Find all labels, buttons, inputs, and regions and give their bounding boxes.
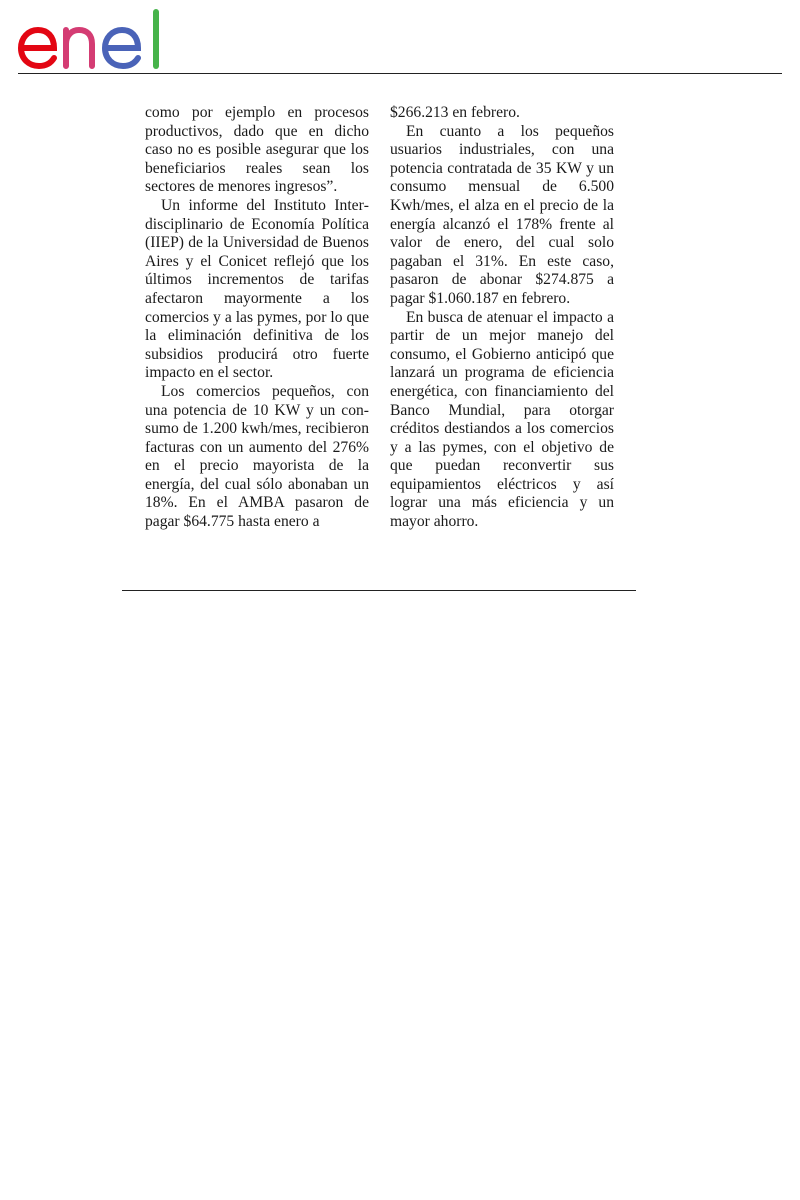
paragraph-3: Los comercios pequeños, con una potencia de 10 KW y un consumo de 1.200 kwh/mes, recibieron facturas con un aumento del 276% en el precio mayorista de la energía, del cual sólo abonaban un 18%. En el AMBA pasaron de pagar $64.775 hasta enero a bbox=[145, 382, 369, 531]
paragraph-6: En busca de atenuar el impacto a partir de un mejor manejo del consumo, el Gobierno anticipó que lanzará un programa de eficiencia energética, con financiamiento del Banco Mundial, para otorgar créditos destiandos a los comercios y a las pymes, con el objetivo de que puedan reconvertir sus equipamientos eléctricos y así lograr una más eficiencia y un mayor ahorro. bbox=[390, 308, 614, 531]
paragraph-1: como por ejemplo en procesos productivos, dado que en dicho caso no es posible asegurar que los beneficiarios reales sean los sectores de menores ingresos”. bbox=[145, 104, 369, 196]
paragraph-4: $266.213 en febrero. bbox=[390, 104, 520, 121]
header-divider bbox=[18, 73, 782, 74]
paragraph-5: En cuanto a los pequeños usuarios industriales, con una potencia contratada de 35 KW y un consumo mensual de 6.500 Kwh/mes, el alza en el precio de la energía alcanzó el 178% frente al valor de enero, del cual solo pagaban el 31%. En este caso, pasaron de abonar $274.875 a pagar $1.060.187 en febrero. bbox=[390, 122, 614, 307]
enel-logo bbox=[16, 8, 186, 70]
article-column-left bbox=[145, 104, 369, 532]
article-column-right bbox=[390, 104, 614, 532]
article-end-divider bbox=[122, 590, 636, 591]
paragraph-2: Un informe del Instituto Interdisciplinario de Economía Política (IIEP) de la Universidad de Buenos Aires y el Conicet reflejó que los últimos incrementos de tarifas afectaron mayormente a los comercios y a las pymes, por lo que la eliminación definitiva de los subsidios producirá otro fuerte impacto en el sector. bbox=[145, 196, 369, 382]
